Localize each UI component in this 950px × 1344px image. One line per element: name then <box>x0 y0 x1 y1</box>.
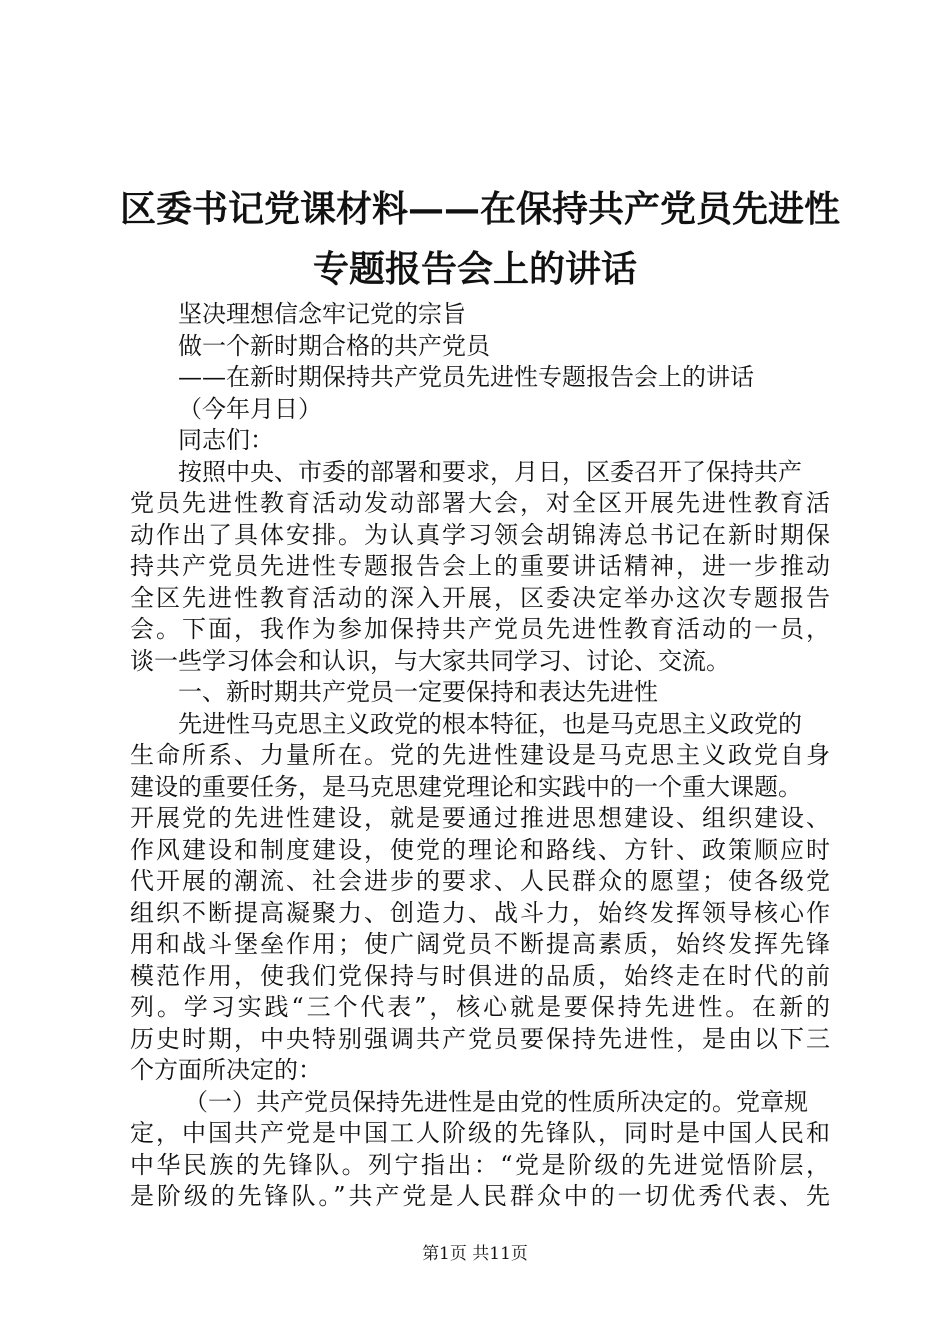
subtitle-line-1: 坚决理想信念牢记党的宗旨 <box>178 300 466 328</box>
subtitle-line-2: 做一个新时期合格的共产党员 <box>178 331 490 360</box>
paragraph-line: 用和战斗堡垒作用；使广阔党员不断提高素质，始终发挥先锋 <box>130 930 830 958</box>
paragraph-line: 建设的重要任务，是马克思建党理论和实践中的一个重大课题。 <box>130 772 802 801</box>
paragraph-line: 列。学习实践“三个代表”，核心就是要保持先进性。在新的 <box>130 993 830 1021</box>
paragraph-line: 历史时期，中央特别强调共产党员要保持先进性，是由以下三 <box>130 1024 830 1053</box>
paragraph-line: 党员先进性教育活动发动部署大会，对全区开展先进性教育活 <box>130 489 830 517</box>
document-title-line-1: 区委书记党课材料——在保持共产党员先进性 <box>120 188 841 230</box>
paragraph-line: 会。下面，我作为参加保持共产党员先进性教育活动的一员， <box>130 615 830 643</box>
paragraph-line: （一）共产党员保持先进性是由党的性质所决定的。党章规 <box>184 1087 808 1116</box>
subtitle-line-3: ——在新时期保持共产党员先进性专题报告会上的讲话 <box>178 363 754 391</box>
section-heading: 一、新时期共产党员一定要保持和表达先进性 <box>178 678 658 706</box>
paragraph-line: 生命所系、力量所在。党的先进性建设是马克思主义政党自身 <box>130 741 830 769</box>
paragraph-line: 定，中国共产党是中国工人阶级的先锋队，同时是中国人民和 <box>130 1119 830 1147</box>
salutation: 同志们： <box>178 426 274 454</box>
paragraph-line: 开展党的先进性建设，就是要通过推进思想建设、组织建设、 <box>130 804 830 832</box>
paragraph-line: 是阶级的先锋队。”共产党是人民群众中的一切优秀代表、先 <box>130 1182 830 1210</box>
document-title-line-2: 专题报告会上的讲话 <box>312 248 637 290</box>
paragraph-line: 个方面所决定的： <box>130 1056 322 1084</box>
paragraph-line: 中华民族的先锋队。列宁指出：“党是阶级的先进觉悟阶层， <box>130 1150 830 1179</box>
paragraph-line: 模范作用，使我们党保持与时俱进的品质，始终走在时代的前 <box>130 961 830 990</box>
paragraph-line: 组织不断提高凝聚力、创造力、战斗力，始终发挥领导核心作 <box>130 898 830 927</box>
paragraph-line: 动作出了具体安排。为认真学习领会胡锦涛总书记在新时期保 <box>130 520 830 549</box>
paragraph-line: 全区先进性教育活动的深入开展，区委决定举办这次专题报告 <box>130 583 830 612</box>
page-footer: 第1页 共11页 <box>422 1244 528 1264</box>
paragraph-line: 谈一些学习体会和认识，与大家共同学习、讨论、交流。 <box>130 646 730 675</box>
date-line: （今年月日） <box>178 394 322 423</box>
document-body <box>130 299 830 1213</box>
paragraph-line: 按照中央、市委的部署和要求，月日，区委召开了保持共产 <box>178 457 802 486</box>
paragraph-line: 先进性马克思主义政党的根本特征，也是马克思主义政党的 <box>178 709 802 738</box>
paragraph-line: 作风建设和制度建设，使党的理论和路线、方针、政策顺应时 <box>130 835 830 864</box>
paragraph-line: 持共产党员先进性专题报告会上的重要讲话精神，进一步推动 <box>130 552 830 580</box>
paragraph-line: 代开展的潮流、社会进步的要求、人民群众的愿望；使各级党 <box>130 867 830 895</box>
